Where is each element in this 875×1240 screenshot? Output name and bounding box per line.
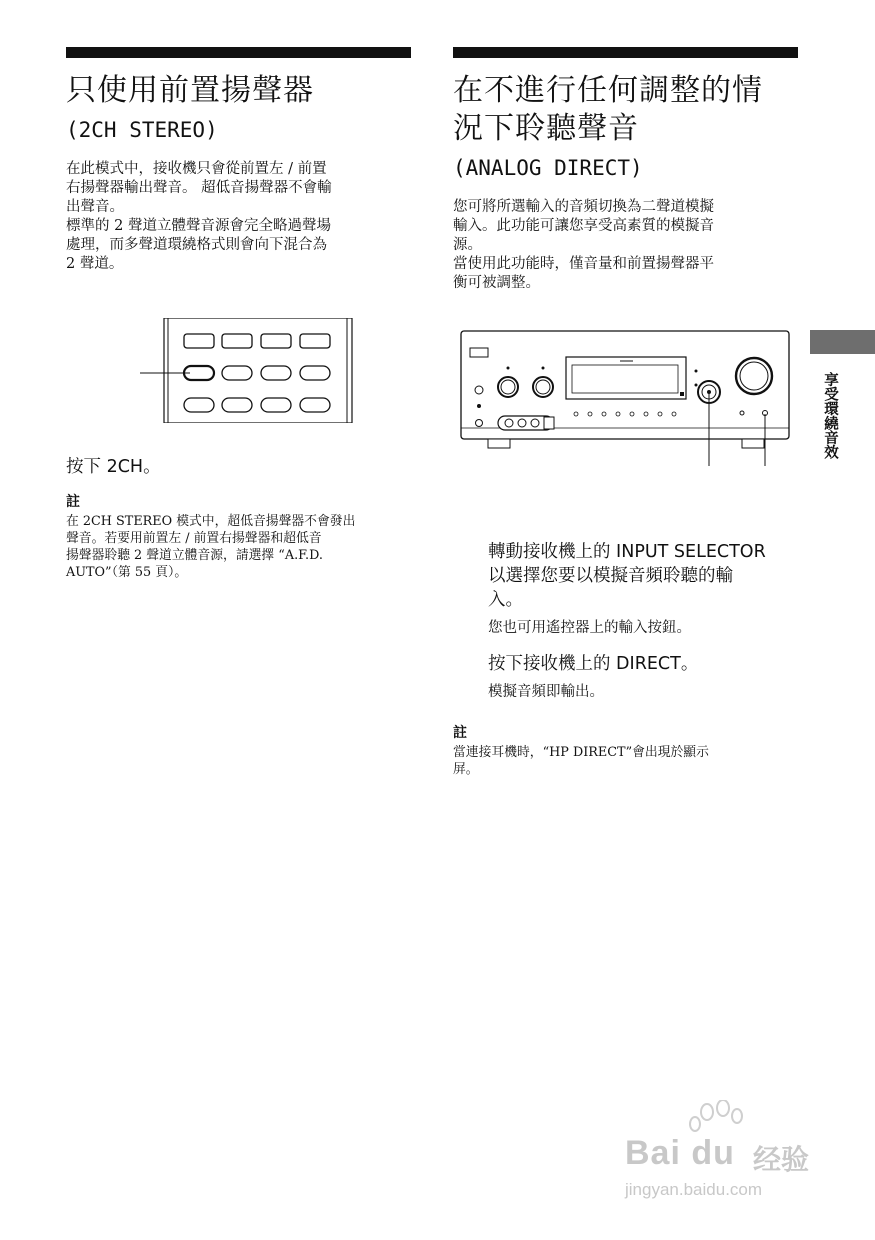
chapter-tab	[810, 330, 875, 354]
body-text: 在此模式中，接收機只會從前置左 / 前置 右揚聲器輸出聲音。 超低音揚聲器不會輸 出聲音。 標準的 2 聲道立體聲音源會完全略過聲場 處理，而多聲道環繞格式則會向下混合為 2 聲道。	[66, 161, 332, 272]
step-1-line-2: 以選擇您要以模擬音頻聆聽的輸	[488, 566, 733, 586]
section-title-line-2: 況下聆聽聲音	[453, 111, 639, 146]
section-title-line-1: 在不進行任何調整的情	[453, 73, 763, 108]
section-rule	[453, 47, 798, 58]
step-2-detail: 模擬音頻即輸出。	[488, 684, 604, 700]
watermark	[615, 1100, 830, 1210]
step-2: 按下接收機上的 DIRECT。	[488, 654, 699, 674]
receiver-illustration	[458, 328, 793, 468]
watermark-jingyan: 经验	[753, 1143, 810, 1176]
watermark-brand: Bai du	[625, 1134, 735, 1172]
left-step-area	[66, 455, 411, 581]
section-subtitle: (ANALOG DIRECT)	[453, 156, 643, 180]
step-1-detail: 您也可用遙控器上的輸入按鈕。	[488, 620, 691, 636]
remote-control-illustration	[140, 318, 355, 423]
step-1-line-1: 轉動接收機上的 INPUT SELECTOR	[488, 542, 766, 562]
body-text: 您可將所選輸入的音頻切換為二聲道模擬 輸入。此功能可讓您享受高素質的模擬音 源。 當使用此功能時，僅音量和前置揚聲器平 衡可被調整。	[453, 199, 714, 291]
section-subtitle: (2CH STEREO)	[66, 118, 218, 142]
section-rule	[66, 47, 411, 58]
right-column	[453, 47, 798, 293]
note-heading: 註	[453, 725, 467, 741]
step-1-line-3: 入。	[488, 590, 523, 610]
left-column	[66, 47, 411, 274]
chapter-label: 享受環繞音效	[822, 372, 838, 459]
right-steps-area	[488, 540, 798, 702]
watermark-url: jingyan.baidu.com	[625, 1180, 763, 1199]
section-title: 只使用前置揚聲器	[66, 73, 314, 108]
note-heading: 註	[66, 494, 80, 510]
note-text: 在 2CH STEREO 模式中，超低音揚聲器不會發出 聲音。若要用前置左 / 前置右揚聲器和超低音 揚聲器聆聽 2 聲道立體音源，請選擇 “A.F.D. AUTO”（第 55 頁）。	[66, 514, 356, 580]
right-note-area	[453, 724, 798, 778]
note-text: 當連接耳機時，“HP DIRECT”會出現於顯示 屏。	[453, 745, 709, 777]
step-text: 按下 2CH。	[66, 457, 161, 477]
